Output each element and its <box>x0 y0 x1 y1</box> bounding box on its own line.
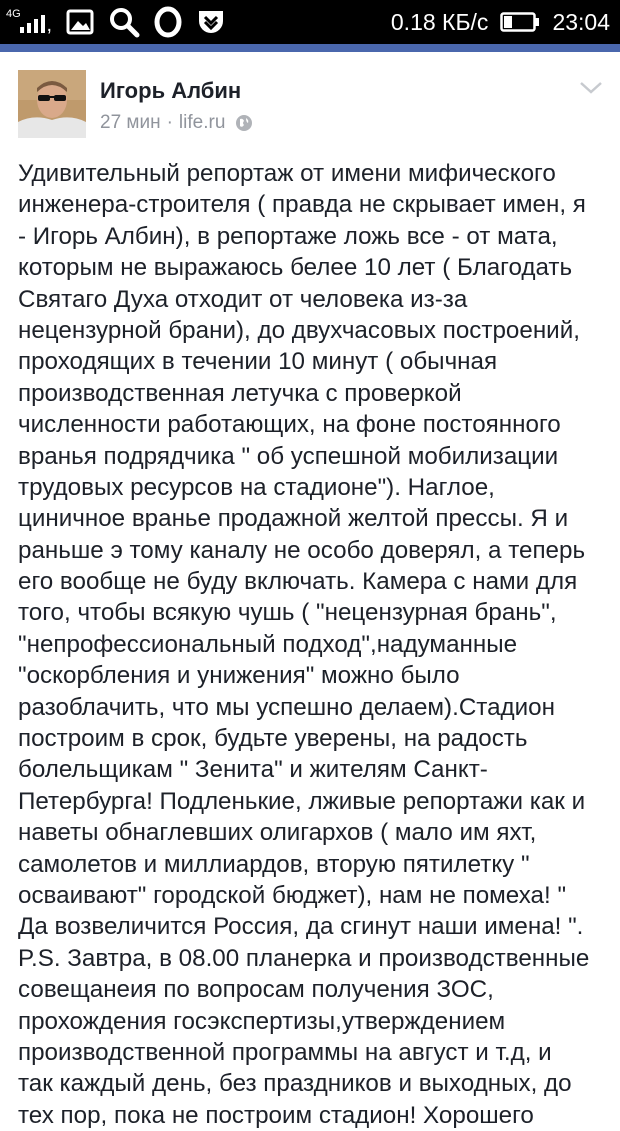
post-text-line: циничное вранье продажной желтой прессы. Я и <box>18 505 569 533</box>
post-text-line: - Игорь Албин), в репортаже ложь все - от мата, <box>18 222 558 250</box>
post-text-line: болельщикам " Зенита" и жителям Санкт- <box>18 756 488 784</box>
post-text-line: самолетов и миллиардов, вторую пятилетку " <box>18 850 530 878</box>
battery-icon <box>500 11 540 33</box>
post-header <box>0 52 620 152</box>
status-left-icons <box>6 4 226 40</box>
post-meta <box>100 112 253 134</box>
post-text <box>18 158 608 1131</box>
post-text-line: трудовых ресурсов на стадионе"). Наглое, <box>18 473 495 501</box>
post-text-line: разоблачить, что мы успешно делаем).Стадион <box>18 693 555 721</box>
search-icon <box>108 6 140 38</box>
post-text-line: построим в срок, будьте уверены, на радость <box>18 725 528 753</box>
post-text-line: "непрофессиональный подход",надуманные <box>18 630 518 658</box>
signal-icon: 4G , <box>6 8 52 36</box>
post-text-line: которым не выражаюсь белее 10 лет ( Благодать <box>18 254 573 282</box>
post-text-line: так каждый день, без праздников и выходных, до <box>18 1070 572 1098</box>
post-text-line: инженера-строителя ( правда не скрывает имен, я <box>18 191 586 219</box>
data-speed: 0.18 КБ/с <box>390 8 489 35</box>
avatar-photo <box>18 70 86 138</box>
post-text-line: раньше э тому каналу не особо доверял, а теперь <box>18 536 586 564</box>
image-icon <box>66 9 94 35</box>
post-text-line: тех пор, пока не построим стадион! Хорошего <box>18 1101 534 1129</box>
chevron-down-icon[interactable] <box>578 78 604 98</box>
author-name[interactable]: Игорь Албин <box>100 78 242 103</box>
post-text-line: Удивительный репортаж от имени мифического <box>18 160 556 187</box>
post-text-line: прохождения госэкспертизы,утверждением <box>18 1007 506 1035</box>
post-source[interactable]: life.ru <box>178 112 226 133</box>
post-text-line: Святаго Духа отходит от человека из-за <box>18 285 468 313</box>
post-text-line: Да возвеличится Россия, да сгинут наши имена! ". <box>18 913 584 941</box>
clock: 23:04 <box>552 8 610 35</box>
network-type: 4G <box>6 8 21 20</box>
post-text-line: численности работающих, на фоне постоянного <box>18 411 561 439</box>
app-accent-bar <box>0 44 620 52</box>
post-text-line: Петербурга! Подленькие, лживые репортажи как и <box>18 787 586 815</box>
post-text-line: вранья подрядчика " об успешной мобилизации <box>18 442 559 470</box>
post-text-line: проходящих в течении 10 минут ( обычная <box>18 348 498 376</box>
post-text-line: нецензурной брани), до двухчасовых построений, <box>18 316 580 344</box>
post-time[interactable]: 27 мин <box>100 112 161 133</box>
post-text-line: наветы обнаглевших олигархов ( мало им яхт, <box>18 819 537 847</box>
post-text-line: "оскорбления и унижения" можно было <box>18 662 460 690</box>
post-text-line: производственной программы на август и т.д, и <box>18 1038 552 1066</box>
post-text-line: его вообще не буду включать. Камера с нами для <box>18 568 578 596</box>
post-text-line: осваивают" городской бюджет), нам не помеха! " <box>18 881 567 909</box>
post-text-line: того, чтобы всякую чушь ( "нецензурная брань", <box>18 599 557 627</box>
post-text-line: P.S. Завтра, в 08.00 планерка и производственные <box>18 944 590 972</box>
avatar[interactable] <box>18 70 86 138</box>
post-text-line: совещанеия по вопросам получения ЗОС, <box>18 976 494 1004</box>
download-icon <box>196 7 226 37</box>
status-right <box>391 4 610 40</box>
globe-icon <box>235 114 253 132</box>
meta-separator: · <box>166 112 173 133</box>
post-text-line: производственная летучка с проверкой <box>18 379 462 407</box>
opera-icon <box>154 6 182 38</box>
status-bar <box>0 0 620 44</box>
